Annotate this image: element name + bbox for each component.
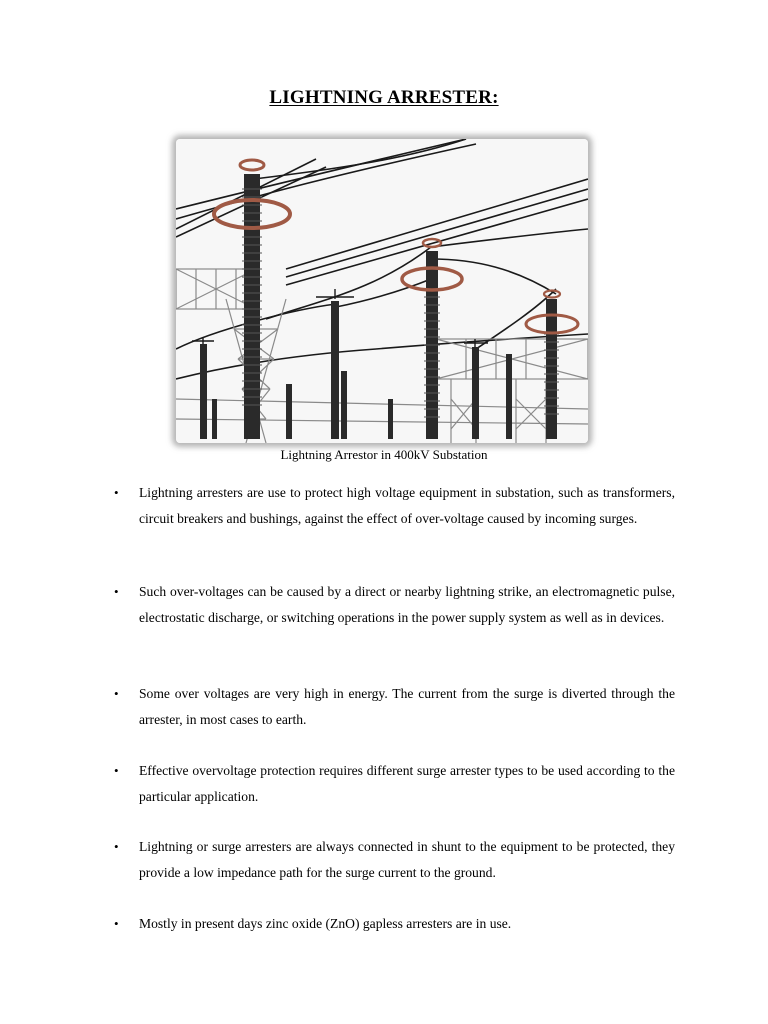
bullet-marker: • xyxy=(114,584,119,599)
substation-photo xyxy=(176,139,588,443)
list-item-text: Mostly in present days zinc oxide (ZnO) gapless arresters are in use. xyxy=(139,916,512,931)
substation-illustration xyxy=(176,139,588,443)
list-item-text: Such over-voltages can be caused by a direct or nearby lightning strike, an electromagnetic pulse, electrostatic discharge, or switching operations in the power supply system as well as in devices. xyxy=(139,584,675,625)
list-item-text: Some over voltages are very high in energy. The current from the surge is diverted through the arrester, in most cases to earth. xyxy=(139,686,675,727)
bullet-marker: • xyxy=(114,686,119,701)
list-item-text: Effective overvoltage protection requires different surge arrester types to be used according to the particular application. xyxy=(139,763,675,804)
bullet-marker: • xyxy=(114,839,119,854)
page-title: LIGHTNING ARRESTER: xyxy=(269,87,499,108)
bullet-marker: • xyxy=(114,916,119,931)
bullet-marker: • xyxy=(114,763,119,778)
list-item-text: Lightning arresters are use to protect high voltage equipment in substation, such as transformers, circuit breakers and bushings, against the effect of over-voltage caused by incoming surges. xyxy=(139,485,675,526)
list-item-text: Lightning or surge arresters are always connected in shunt to the equipment to be protected, they provide a low impedance path for the surge current to the ground. xyxy=(139,839,675,880)
figure-caption: Lightning Arrestor in 400kV Substation xyxy=(280,447,488,462)
bullet-marker: • xyxy=(114,485,119,500)
